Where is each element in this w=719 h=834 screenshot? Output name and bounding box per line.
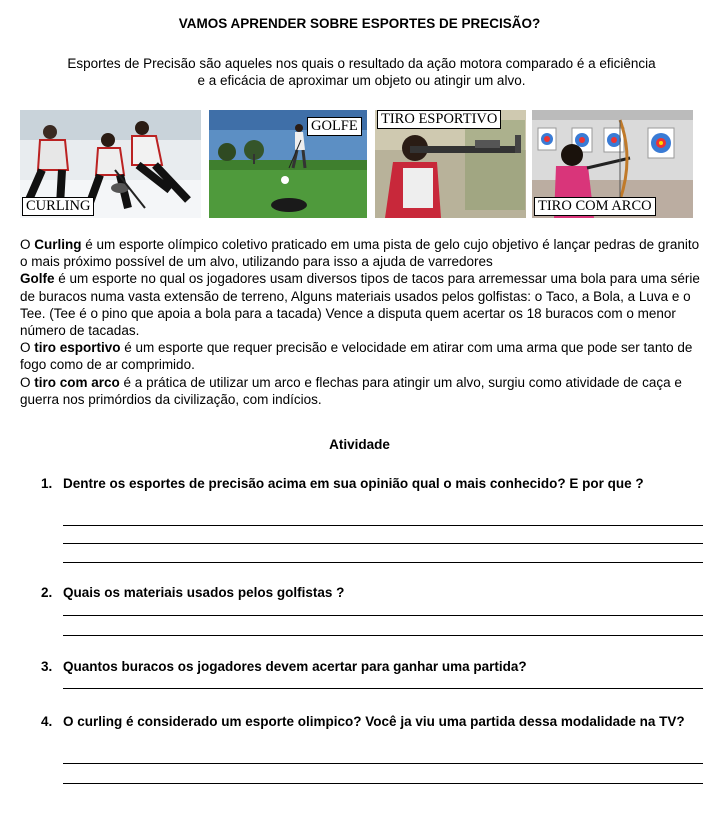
question-number: 2. — [41, 585, 53, 600]
page-title: VAMOS APRENDER SOBRE ESPORTES DE PRECISÃO? — [178, 16, 541, 31]
golf-caption: GOLFE — [307, 117, 362, 136]
question-text: Quais os materiais usados pelos golfistas ? — [63, 585, 345, 600]
archery-caption: TIRO COM ARCO — [534, 197, 656, 216]
answer-line[interactable] — [63, 763, 703, 764]
golf-photo — [209, 110, 367, 218]
body-text — [20, 236, 710, 408]
question-number: 1. — [41, 476, 53, 491]
answer-line[interactable] — [63, 635, 703, 636]
answer-line[interactable] — [63, 615, 703, 616]
golf-paragraph: Golfe é um esporte no qual os jogadores usam diversos tipos de tacos para arremessar uma bola para uma série de buracos numa vasta extensão de terreno, Alguns materiais usados pelos golfistas: o Taco, a Bola, a Luva e o Tee. (Tee é o pino que apoia a bola para a tacada) Vence a disputa quem acertar os 18 buracos com o menor número de tacadas. — [20, 271, 700, 339]
shooting-photo — [375, 110, 526, 218]
question-2 — [41, 584, 703, 601]
question-text: Quantos buracos os jogadores devem acertar para ganhar uma partida? — [63, 659, 527, 674]
intro-line-2: e a eficácia de aproximar um objeto ou atingir um alvo. — [197, 73, 526, 88]
archery-paragraph: O tiro com arco é a prática de utilizar um arco e flechas para atingir um alvo, surgiu como atividade de caça e guerra nos primórdios da civilização, com indícios. — [20, 374, 682, 407]
shooting-term: tiro esportivo — [34, 340, 121, 356]
curling-term: Curling — [34, 237, 82, 252]
activity-title: Atividade — [329, 437, 390, 452]
curling-caption: CURLING — [22, 197, 94, 216]
question-text: O curling é considerado um esporte olimpico? Você ja viu uma partida dessa modalidade na TV? — [63, 714, 685, 729]
answer-line[interactable] — [63, 783, 703, 784]
question-number: 4. — [41, 714, 53, 729]
question-text: Dentre os esportes de precisão acima em sua opinião qual o mais conhecido? E por que ? — [63, 476, 644, 491]
golf-term: Golfe — [20, 271, 55, 287]
curling-paragraph: O Curling é um esporte olímpico coletivo praticado em uma pista de gelo cujo objetivo é lançar pedras de granito o mais próximo possível de um alvo, utilizando para isso a ajuda de varredores — [20, 237, 700, 270]
question-3 — [41, 658, 703, 675]
question-4 — [41, 713, 703, 730]
shooting-caption: TIRO ESPORTIVO — [377, 110, 501, 129]
intro-text — [14, 55, 709, 89]
answer-line[interactable] — [63, 525, 703, 526]
answer-line[interactable] — [63, 543, 703, 544]
archery-photo — [532, 110, 693, 218]
shooting-paragraph: O tiro esportivo é um esporte que requer precisão e velocidade em atirar com uma arma que pode ser tanto de fogo como de ar comprimido. — [20, 340, 693, 373]
answer-line[interactable] — [63, 562, 703, 563]
question-1 — [41, 475, 703, 492]
intro-line-1: Esportes de Precisão são aqueles nos quais o resultado da ação motora comparado é a eficiência — [67, 56, 656, 71]
question-number: 3. — [41, 659, 53, 674]
answer-line[interactable] — [63, 688, 703, 689]
curling-photo — [20, 110, 201, 218]
archery-term: tiro com arco — [34, 374, 120, 390]
